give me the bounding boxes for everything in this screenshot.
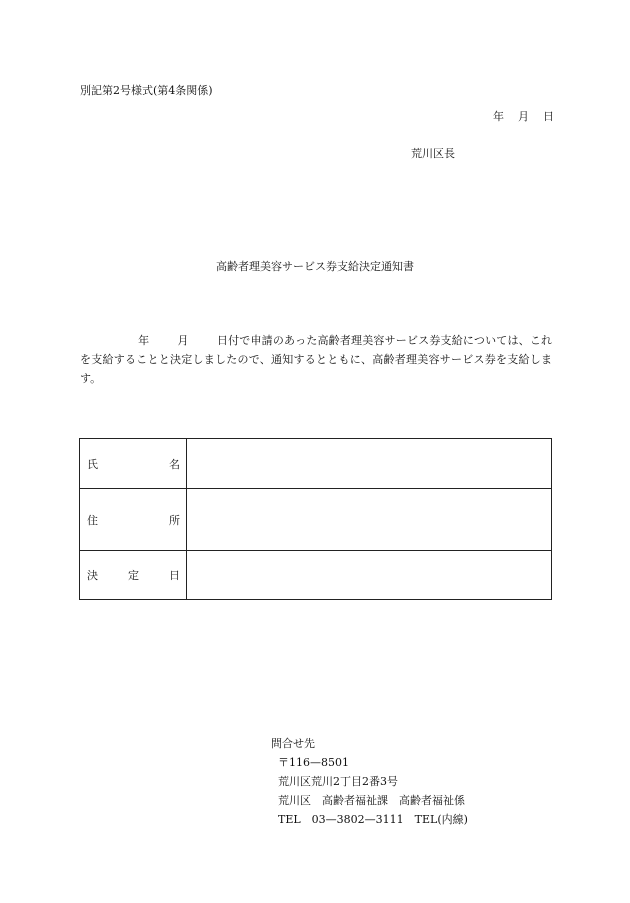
form-number: 別記第2号様式(第4条関係) bbox=[80, 84, 213, 97]
decision-date-label-char: 日 bbox=[169, 569, 180, 582]
contact-phone: TEL 03—3802—3111 TEL(内線) bbox=[278, 813, 468, 826]
name-label-char: 氏 bbox=[87, 457, 98, 471]
address-label-char: 所 bbox=[169, 513, 180, 527]
document-title: 高齢者理美容サービス券支給決定通知書 bbox=[216, 260, 414, 273]
address-label-cell bbox=[80, 489, 187, 551]
decision-date-label-char: 定 bbox=[128, 569, 139, 582]
name-label-char: 名 bbox=[169, 457, 180, 471]
contact-department: 荒川区 高齢者福祉課 高齢者福祉係 bbox=[278, 794, 465, 807]
contact-postal-code: 〒116—8501 bbox=[278, 756, 349, 769]
info-table bbox=[79, 438, 552, 600]
date-month-label: 月 bbox=[518, 110, 529, 123]
date-year-label: 年 bbox=[493, 110, 504, 123]
table-row-name bbox=[80, 439, 552, 489]
table-row-decision-date bbox=[80, 551, 552, 600]
date-day-label: 日 bbox=[543, 110, 554, 123]
date-line bbox=[493, 108, 554, 124]
addressee: 荒川区長 bbox=[411, 147, 455, 160]
contact-address: 荒川区荒川2丁目2番3号 bbox=[278, 775, 398, 788]
body-month-label: 月 bbox=[177, 334, 189, 347]
name-value-cell[interactable] bbox=[187, 439, 552, 489]
decision-date-label-char: 決 bbox=[87, 569, 98, 582]
decision-date-label-cell bbox=[80, 551, 187, 600]
body-year-label: 年 bbox=[138, 334, 150, 347]
address-label-char: 住 bbox=[87, 513, 98, 527]
table-row-address bbox=[80, 489, 552, 551]
decision-date-value-cell[interactable] bbox=[187, 551, 552, 600]
name-label-cell bbox=[80, 439, 187, 489]
contact-heading: 問合せ先 bbox=[271, 737, 315, 750]
contact-block bbox=[271, 734, 468, 829]
body-paragraph bbox=[80, 331, 552, 388]
body-text: 日付で申請のあった高齢者理美容サービス券支給については、これを支給することと決定しましたので、通知するとともに、高齢者理美容サービス券を支給します。 bbox=[80, 334, 553, 385]
address-value-cell[interactable] bbox=[187, 489, 552, 551]
